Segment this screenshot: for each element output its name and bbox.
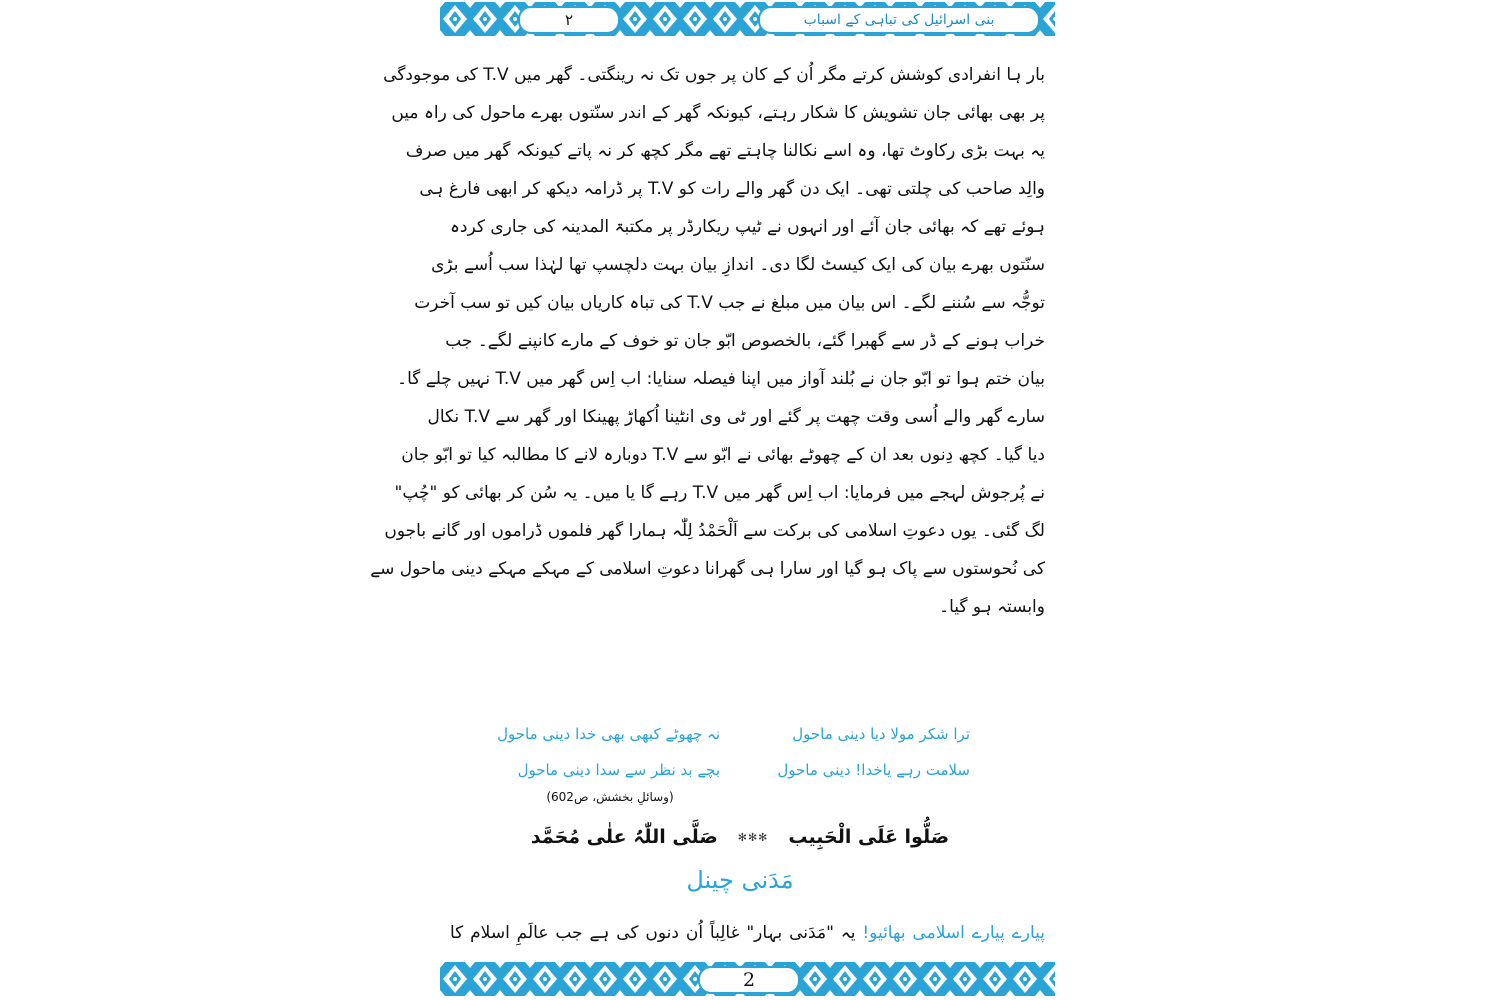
body-line: والِد صاحب کی چلتی تھی۔ ایک دن گھر والے رات کو T.V پر ڈرامہ دیکھ کر ابھی فارغ ہی bbox=[419, 179, 1045, 199]
body-line: بیان ختم ہوا تو ابّو جان نے بُلند آواز میں اپنا فیصلہ سنایا: اب اِس گھر میں T.V نہیں چلے گا۔ bbox=[397, 369, 1045, 389]
body-line: یہ بہت بڑی رکاوٹ تھا، وہ اسے نکالنا چاہتے تھے مگر کچھ کر نہ پاتے کیونکہ گھر میں صرف bbox=[405, 141, 1045, 161]
poem-line: نہ چھوٹے کبھی بھی خدا دینی ماحول bbox=[497, 725, 720, 743]
body-line: دیا گیا۔ کچھ دِنوں بعد ان کے چھوٹے بھائی نے ابّو سے T.V دوبارہ لانے کا مطالبہ کیا تو ابّو جان bbox=[401, 445, 1045, 465]
closing-rest: یہ "مَدَنی بہار" غالِباً اُن دنوں کی ہے جب عالَمِ اسلام کا bbox=[450, 923, 863, 943]
body-line: بار ہا انفرادی کوشش کرتے مگر اُن کے کان پر جوں تک نہ رینگتی۔ گھر میں T.V کی موجودگی bbox=[383, 65, 1045, 85]
closing-line bbox=[450, 918, 1045, 948]
body-line: پر بھی بھائی جان تشویش کا شکار رہتے، کیونکہ گھر کے اندر سنّتوں بھرے ماحول کی راہ میں bbox=[391, 103, 1045, 123]
body-line: خراب ہونے کے ڈر سے گھبرا گئے، بالخصوص ابّو جان تو خوف کے مارے کانپنے لگے۔ جب bbox=[445, 331, 1045, 351]
poem-line: ترا شکر مولا دیا دینی ماحول bbox=[792, 725, 970, 743]
poem-block bbox=[497, 716, 970, 788]
section-heading: مَدَنی چینل bbox=[686, 866, 794, 894]
header-ornament-band bbox=[440, 2, 1055, 36]
star-separator-icon: ✻✻✻ bbox=[737, 830, 769, 844]
body-line: نے پُرجوش لہجے میں فرمایا: اب اِس گھر میں T.V رہے گا یا میں۔ یہ سُن کر بھائی کو "چُپ" bbox=[394, 483, 1045, 503]
body-line: سارے گھر والے اُسی وقت چھت پر گئے اور ٹی وی انٹینا اُکھاڑ پھینکا اور گھر سے T.V نکال bbox=[427, 407, 1045, 427]
body-line: وابستہ ہو گیا۔ bbox=[939, 597, 1045, 617]
footer-ornament-band bbox=[440, 962, 1055, 996]
body-text bbox=[370, 56, 1045, 626]
footer-page-number: 2 bbox=[698, 966, 800, 994]
poem-reference: (وسائلِ بخشش، ص602) bbox=[546, 790, 674, 804]
poem-verse bbox=[500, 752, 970, 788]
body-line: کی نُحوستوں سے پاک ہو گیا اور سارا ہی گھرانا دعوتِ اسلامی کے مہکے مہکے دینی ماحول سے bbox=[370, 559, 1045, 579]
body-line: سنّتوں بھرے بیان کی ایک کیسٹ لگا دی۔ اندازِ بیان بہت دلچسپ تھا لہٰذا سب اُسے بڑی bbox=[431, 255, 1045, 275]
poem-line: بچے بد نظر سے سدا دینی ماحول bbox=[517, 761, 720, 779]
running-title: بنی اسرائیل کی تباہی کے اسباب bbox=[758, 6, 1040, 34]
poem-line: سلامت رہے یاخدا! دینی ماحول bbox=[777, 761, 970, 779]
closing-highlight: پیارے پیارے اسلامی بھائیو! bbox=[862, 923, 1045, 943]
salawat-right: صَلُّوا عَلَی الْحَبِیب bbox=[788, 826, 950, 848]
salawat-left: صَلَّی اللّٰہُ علٰی مُحَمَّد bbox=[530, 826, 718, 848]
body-line: توجُّہ سے سُننے لگے۔ اس بیان میں مبلغ نے جب T.V کی تباہ کاریاں بیان کیں تو سب آخرت bbox=[414, 293, 1045, 313]
salawat-line bbox=[480, 826, 1000, 848]
body-line: لگ گئی۔ یوں دعوتِ اسلامی کی برکت سے اَلْحَمْدُ لِلّٰہ ہمارا گھر فلموں ڈراموں اور گانے باجوں bbox=[384, 521, 1045, 541]
poem-verse bbox=[497, 716, 970, 752]
body-line: ہوئے تھے کہ بھائی جان آئے اور انہوں نے ٹیپ ریکارڈر پر مکتبۃ المدینہ کی جاری کردہ bbox=[449, 217, 1045, 237]
header-page-number: ۲ bbox=[518, 6, 620, 34]
document-page bbox=[370, 0, 1055, 1000]
